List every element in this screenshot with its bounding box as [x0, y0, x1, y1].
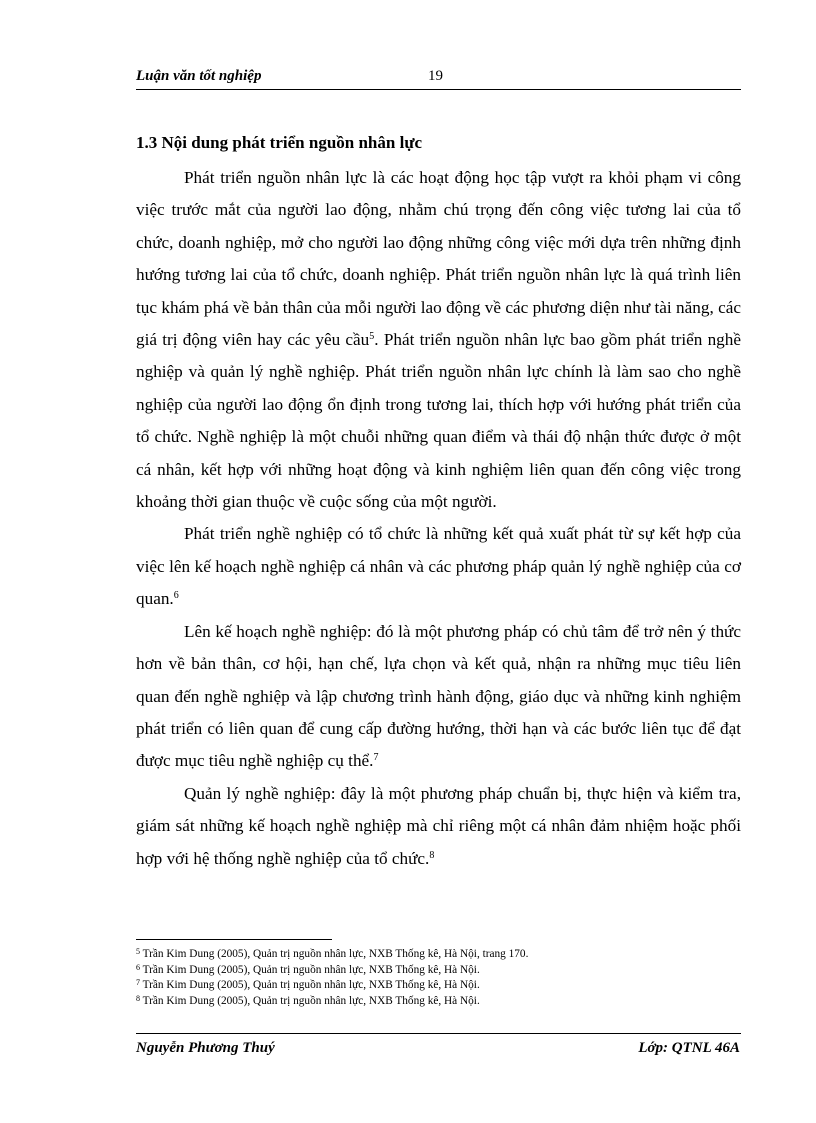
footnote-mark: 7: [136, 978, 140, 987]
section-heading: 1.3 Nội dung phát triển nguồn nhân lực: [136, 133, 423, 152]
footnote-text: Trần Kim Dung (2005), Quản trị nguồn nhân lực, NXB Thống kê, Hà Nội, trang 170.: [140, 948, 529, 960]
footer-divider: [136, 1033, 741, 1034]
footnote-ref-7[interactable]: 7: [373, 752, 379, 764]
paragraph-1: [136, 162, 741, 518]
footnote-6: [136, 963, 736, 979]
header-divider: [136, 89, 741, 90]
footnote-mark: 5: [136, 947, 140, 956]
footnote-text: Trần Kim Dung (2005), Quản trị nguồn nhân lực, NXB Thống kê, Hà Nội.: [140, 994, 480, 1007]
page-number: 19: [428, 68, 443, 84]
paragraph-4-text: Quản lý nghề nghiệp: đây là một phương pháp chuẩn bị, thực hiện và kiểm tra, giám sát những kế hoạch nghề nghiệp mà chỉ riêng một cá nhân đảm nhiệm hoặc phối hợp với hệ thống nghề nghiệp của tổ chức.: [136, 783, 741, 868]
footnote-ref-6[interactable]: 6: [173, 590, 179, 602]
paragraph-2-text: Phát triển nghề nghiệp có tổ chức là những kết quả xuất phát từ sự kết hợp của việc lên kế hoạch nghề nghiệp cá nhân và các phương pháp quản lý nghề nghiệp của cơ quan.: [136, 524, 741, 609]
paragraph-3: [136, 616, 741, 778]
footnote-7: [136, 978, 736, 994]
paragraph-4: [136, 778, 741, 875]
paragraph-3-text: Lên kế hoạch nghề nghiệp: đó là một phương pháp có chủ tâm để trở nên ý thức hơn về bản thân, cơ hội, hạn chế, lựa chọn và kết quả, nhận ra những mục tiêu liên quan đến nghề nghiệp và lập chương trình hành động, giáo dục và những kinh nghiệm phát triển có liên quan để cung cấp đường hướng, thời hạn và các bước liên tục để đạt được mục tiêu nghề nghiệp cụ thể.: [136, 621, 741, 771]
footnotes: [136, 947, 736, 1009]
paragraph-1-text: Phát triển nguồn nhân lực là các hoạt động học tập vượt ra khỏi phạm vi công việc trước mắt của người lao động, nhằm chú trọng đến công việc tương lai của tổ chức, doanh nghiệp, mở cho người lao động những công việc mới dựa trên những định hướng tương lai của tổ chức, doanh nghiệp. Phát triển nguồn nhân lực là quá trình liên tục khám phá về bản thân của mỗi người lao động về các phương diện như tài năng, các giá trị động viên hay các yêu cầu: [136, 168, 741, 350]
footnote-5: [136, 947, 736, 963]
footnote-text: Trần Kim Dung (2005), Quản trị nguồn nhân lực, NXB Thống kê, Hà Nội.: [140, 979, 480, 991]
paragraph-2: [136, 518, 741, 615]
paragraph-1-tail: . Phát triển nguồn nhân lực bao gồm phát triển nghề nghiệp và quản lý nghề nghiệp. Phát triển nguồn nhân lực chính là làm sao cho nghề nghiệp của người lao động ổn định trong tương lai, thích hợp với hướng phát triển của tổ chức. Nghề nghiệp là một chuỗi những quan điểm và thái độ nhận thức được ở một cá nhân, kết hợp với những hoạt động và kinh nghiệm liên quan đến công việc trong khoảng thời gian thuộc về cuộc sống của một người.: [136, 330, 741, 512]
footnote-text: Trần Kim Dung (2005), Quản trị nguồn nhân lực, NXB Thống kê, Hà Nội.: [140, 963, 480, 976]
footnote-ref-8[interactable]: 8: [429, 849, 435, 861]
footnote-mark: 6: [136, 962, 140, 972]
page-body: [136, 130, 741, 875]
footnote-8: [136, 994, 736, 1010]
footer-class: Lớp: QTNL 46A: [638, 1040, 740, 1056]
footer-author: Nguyễn Phương Thuý: [136, 1040, 275, 1056]
header-title: Luận văn tốt nghiệp: [136, 68, 262, 84]
footnote-mark: 8: [136, 993, 140, 1003]
footnote-separator: [136, 939, 332, 940]
footnote-ref-5[interactable]: 5: [369, 331, 375, 343]
